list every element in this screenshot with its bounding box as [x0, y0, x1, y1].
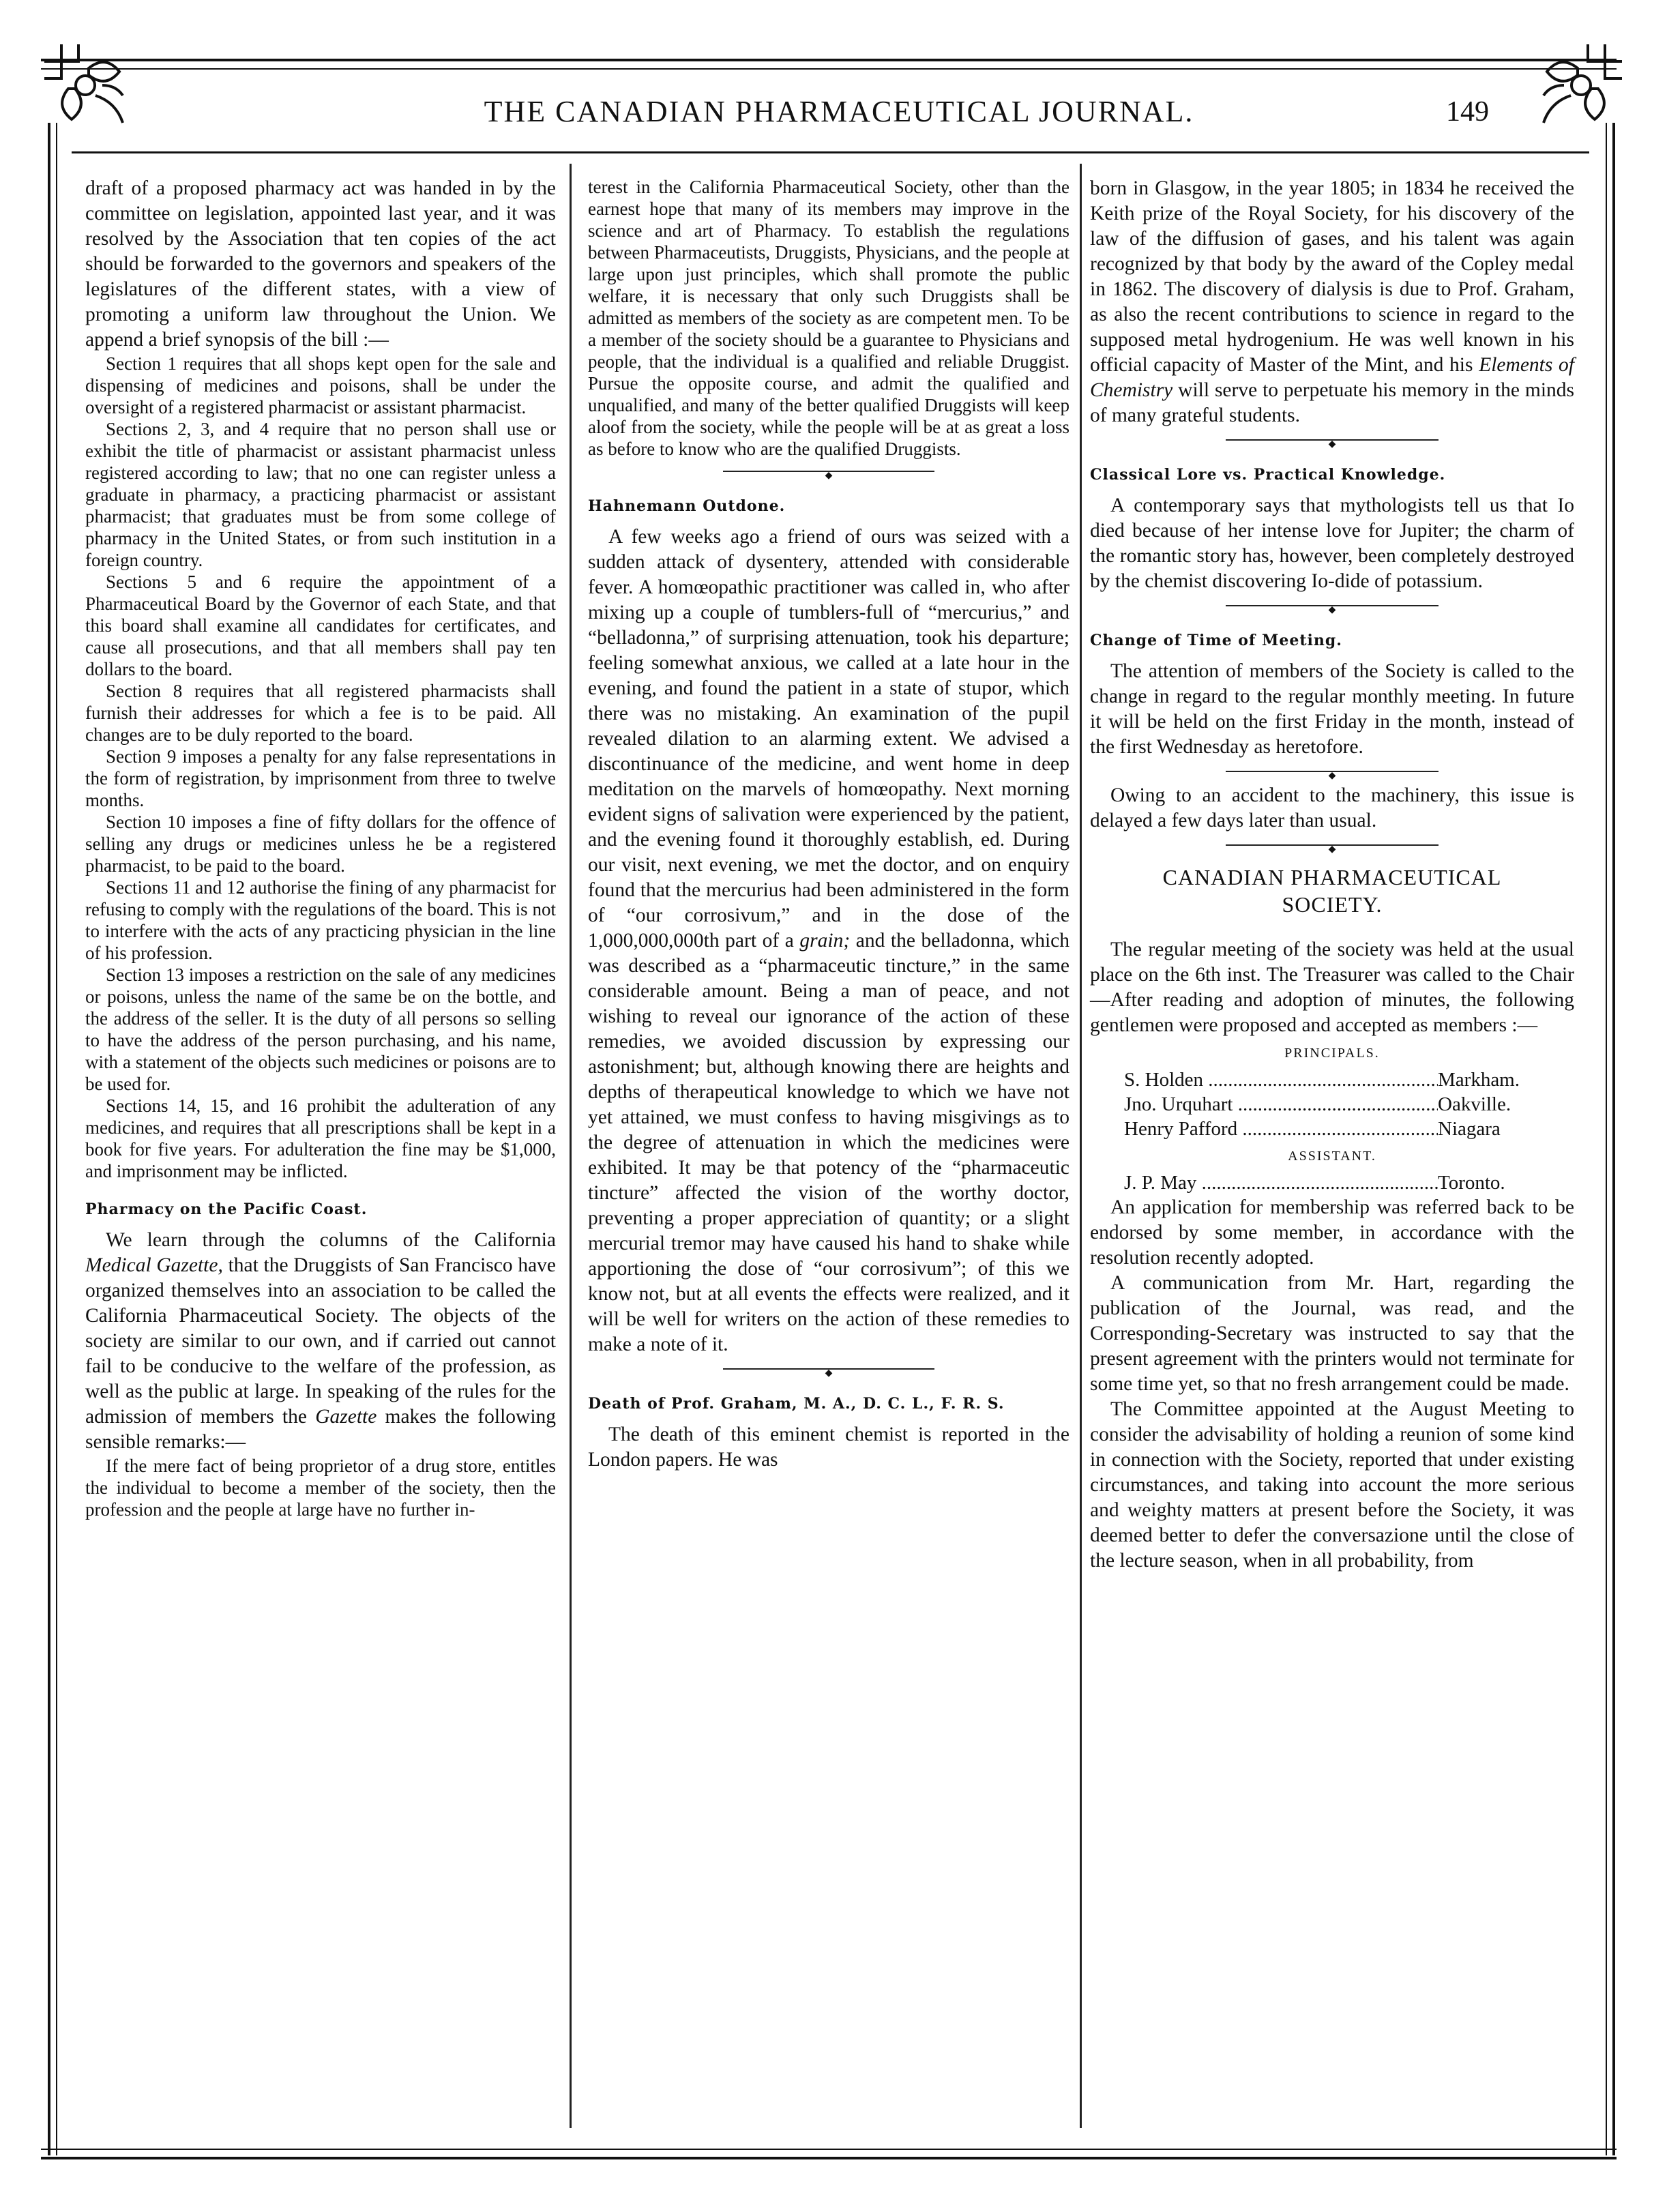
corner-ornament-icon — [1526, 38, 1629, 140]
member-town: Niagara — [1438, 1118, 1501, 1140]
article-heading-graham: Death of Prof. Graham, M. A., D. C. L., F. R. S. — [588, 1395, 1005, 1413]
section-separator — [1090, 764, 1574, 779]
article-heading-meeting-time: Change of Time of Meeting. — [1090, 632, 1342, 649]
quoted-paragraph: terest in the California Pharmaceutical Society, other than the earnest hope that many of its members may improve in the science and art of Pharmacy. To establish the regulations between Pharmaceutists, Druggists, Physicians, and the people at large upon just principles, which shall promote the public welfare, it is necessary that only such Druggists shall be admitted as members of the society as are competent men. To be a member of the society should be a guarantee to Physicians and people, that the individual is a qualified and reliable Druggist. Pursue the opposite course, and admit the qualified and unqualified, and many of the better qualified Druggists will keep aloof from the society, while the people will be at as great a loss as before to know who are the qualified Druggists. — [588, 177, 1069, 459]
italic-text: grain; — [799, 930, 851, 952]
frame-top-rule — [41, 59, 1617, 70]
paragraph — [1090, 176, 1574, 428]
assistants-list — [1090, 1170, 1574, 1195]
member-name: J. P. May ..... — [1124, 1170, 1438, 1195]
frame-bottom-rule — [41, 2149, 1617, 2159]
section-separator — [588, 464, 1069, 479]
list-item — [1124, 1117, 1574, 1141]
section-separator — [1090, 838, 1574, 853]
paragraph: The regular meeting of the society was held at the usual place on the 6th inst. The Treasurer was called to the Chair—After reading and adoption of minutes, the following gentlemen were proposed and accepted as members :— — [1090, 939, 1574, 1036]
italic-text: Elements of Chemistry — [1090, 354, 1574, 401]
paragraph: A contemporary says that mythologists tell us that Io died because of her intense love for Jupiter; the charm of the romantic story has, however, been completely destroyed by the chemist discovering Io-dide of potassium. — [1090, 495, 1574, 592]
article-heading-classical: Classical Lore vs. Practical Knowledge. — [1090, 466, 1446, 484]
member-town: Toronto. — [1438, 1172, 1505, 1194]
bill-section-1: Section 1 requires that all shops kept open for the sale and dispensing of medicines and poisons, shall be under the oversight of a registered pharmacist or assistant pharmacist. — [85, 353, 556, 417]
principals-label: PRINCIPALS. — [1284, 1046, 1380, 1061]
italic-text: Gazette — [315, 1406, 377, 1428]
member-town: Markham. — [1438, 1069, 1520, 1091]
text-run: will serve to perpetuate his memory in the minds of many grateful students. — [1090, 379, 1575, 426]
column-2 — [588, 176, 1069, 1473]
principals-list — [1090, 1067, 1574, 1141]
list-item — [1124, 1170, 1574, 1195]
section-separator — [1090, 598, 1574, 613]
corner-ornament-icon — [38, 38, 140, 140]
list-item — [1124, 1067, 1574, 1092]
bill-sections-2-4: Sections 2, 3, and 4 require that no person shall use or exhibit the title of pharmacist or assistant pharmacist unless registered according to law; that no one can register unless a graduate in pharmacy, a practicing pharmacist or assistant pharmacist; that graduates must be from some college of pharmacy in the United States, or from such institution in a foreign country. — [85, 419, 556, 570]
bill-sections-5-6: Sections 5 and 6 require the appointment of a Pharmaceutical Board by the Governor of each State, and that this board shall examine all candidates for certificates, and cause all prosecutions, and that all members shall pay ten dollars to the board. — [85, 572, 556, 679]
column-3 — [1090, 176, 1574, 1574]
page-number: 149 — [1446, 96, 1489, 128]
list-item — [1124, 1092, 1574, 1117]
member-name: S. Holden ..... — [1124, 1067, 1438, 1092]
section-separator — [588, 1361, 1069, 1376]
quoted-paragraph: If the mere fact of being proprietor of a drug store, entitles the individual to become a member of the society, then the profession and the people at large have no further in- — [85, 1456, 556, 1520]
paragraph: An application for membership was referred back to be endorsed by some member, in accordance with the resolution recently adopted. — [1090, 1196, 1574, 1269]
society-title-line: CANADIAN PHARMACEUTICAL — [1162, 865, 1502, 889]
bill-section-10: Section 10 imposes a fine of fifty dollars for the offence of selling any drugs or medicines unless he be a registered pharmacist, to be paid to the board. — [85, 812, 556, 876]
column-divider — [1080, 164, 1082, 2128]
header-rule — [72, 151, 1589, 153]
society-title-line: SOCIETY. — [1282, 892, 1383, 917]
italic-text: Medical Gazette, — [85, 1254, 223, 1276]
text-run: born in Glasgow, in the year 1805; in 1834 he received the Keith prize of the Royal Society, for his discovery of the law of the diffusion of gases, and his talent was again recognized by that body by the award of the Copley medal in 1862. The discovery of dialysis is due to Prof. Graham, as also the recent contributions to science in regard to the supposed metal hydrogenium. He was well known in his official capacity of Master of the Mint, and his — [1090, 177, 1574, 376]
text-run: and the belladonna, which was described as a “pharmaceutic tincture,” in the same considerable amount. Being a man of peace, and not wishing to reveal our ignorance of the action of these remedies, we avoided discussion by expressing our astonishment; but, although knowing there are heights and depths of therapeutical knowledge to which we have not yet attained, we must confess to having misgivings as to the degree of attenuation in which the medicines were exhibited. It may be that potency of the “pharmaceutic tincture” affected the vision of the worthy doctor, preventing a proper appreciation of quantity; or a slight mercurial tremor may have caused his hand to shake while apportioning the dose of “our corrosivum”; of this we know not, but at all events the effects were realized, and it will be well for writers on the action of these remedies to make a note of it. — [588, 930, 1070, 1355]
paragraph: The attention of members of the Society is called to the change in regard to the regular monthly meeting. In future it will be held on the first Friday in the month, instead of the first Wednesday as heretofore. — [1090, 660, 1574, 758]
paragraph: A communication from Mr. Hart, regarding the publication of the Journal, was read, and the Corresponding-Secretary was instructed to say that the present agreement with the printers would not terminate for some time yet, so that no fresh arrangement could be made. — [1090, 1272, 1574, 1395]
paragraph: draft of a proposed pharmacy act was handed in by the committee on legislation, appointed last year, and it was resolved by the Association that ten copies of the act should be forwarded to the governors and speakers of the legislatures of the different states, with a view of promoting a uniform law throughout the Union. We append a brief synopsis of the bill :— — [85, 177, 556, 351]
bill-section-9: Section 9 imposes a penalty for any false representations in the form of registration, by imprisonment from three to twelve months. — [85, 746, 556, 810]
column-divider — [570, 164, 572, 2128]
member-name: Henry Pafford ..... — [1124, 1117, 1438, 1141]
article-heading-pacific: Pharmacy on the Pacific Coast. — [85, 1200, 368, 1218]
member-town: Oakville. — [1438, 1093, 1511, 1115]
bill-sections-14-16: Sections 14, 15, and 16 prohibit the adulteration of any medicines, and requires that all prescriptions shall be kept in a book for five years. For adulteration the fine may be $1,000, and imprisonment may be inflicted. — [85, 1095, 556, 1181]
paragraph — [588, 525, 1069, 1357]
frame-right-rule — [1606, 123, 1615, 2155]
text-run: A few weeks ago a friend of ours was seized with a sudden attack of dysentery, attended with considerable fever. A homœopathic practitioner was called in, who after mixing up a couple of tumblers-full of “mercurius,” and “belladonna,” of surprising attenuation, took his departure; feeling somewhat anxious, we called at a late hour in the evening, and found the patient in a state of stupor, which there was no mistaking. An examination of the pupil revealed dilation to an alarming extent. We advised a discontinuance of the medicine, and went home in deep meditation on the marvels of homœopathy. Next morning evident signs of salivation were experienced by the patient, and the evening found it thoroughly establish, ed. During our visit, next evening, we met the doctor, and on enquiry found that the mercurius had been administered in the form of “our corrosivum,” and in the dose of the 1,000,000,000th part of a — [588, 526, 1069, 952]
bill-section-13: Section 13 imposes a restriction on the sale of any medicines or poisons, unless the name of the same be on the bottle, and the address of the seller. It is the duty of all persons so selling to have the address of the person purchasing, and his name, with a statement of the objects such medicines or poisons are to be used for. — [85, 964, 556, 1094]
notice-paragraph: Owing to an accident to the machinery, this issue is delayed a few days later than usual. — [1090, 784, 1574, 831]
assistant-label: ASSISTANT. — [1288, 1149, 1376, 1164]
paragraph: The Committee appointed at the August Meeting to consider the advisability of holding a reunion of some kind in connection with the Society, reported that under existing circumstances, and taking into account the more serious and weighty matters at present before the Society, it was deemed better to defer the conversazione until the close of the lecture season, when in all probability, from — [1090, 1398, 1574, 1572]
bill-section-8: Section 8 requires that all registered pharmacists shall furnish their addresses for which a fee is to be paid. All changes are to be duly reported to the board. — [85, 681, 556, 745]
paragraph: The death of this eminent chemist is reported in the London papers. He was — [588, 1424, 1069, 1471]
member-name: Jno. Urquhart ..... — [1124, 1092, 1438, 1117]
frame-left-rule — [48, 123, 57, 2155]
article-heading-hahnemann: Hahnemann Outdone. — [588, 497, 786, 515]
text-run: makes the following sensible remarks:— — [85, 1406, 557, 1453]
bill-sections-11-12: Sections 11 and 12 authorise the fining of any pharmacist for refusing to comply with the regulations of the board. This is not to interfere with the acts of any practicing physician in the line of his profession. — [85, 877, 556, 963]
journal-title: THE CANADIAN PHARMACEUTICAL JOURNAL. — [484, 95, 1194, 128]
paragraph — [85, 1228, 556, 1455]
section-separator — [1090, 432, 1574, 447]
text-run: that the Druggists of San Francisco have organized themselves into an association to be called the California Pharmaceutical Society. The objects of the society are similar to our own, and if carried out cannot fail to be conducive to the welfare of the profession, as well as the public at large. In speaking of the rules for the admission of members the — [85, 1254, 557, 1428]
text-run: We learn through the columns of the California — [106, 1229, 556, 1251]
society-title — [1090, 864, 1574, 918]
column-1 — [85, 176, 556, 1520]
